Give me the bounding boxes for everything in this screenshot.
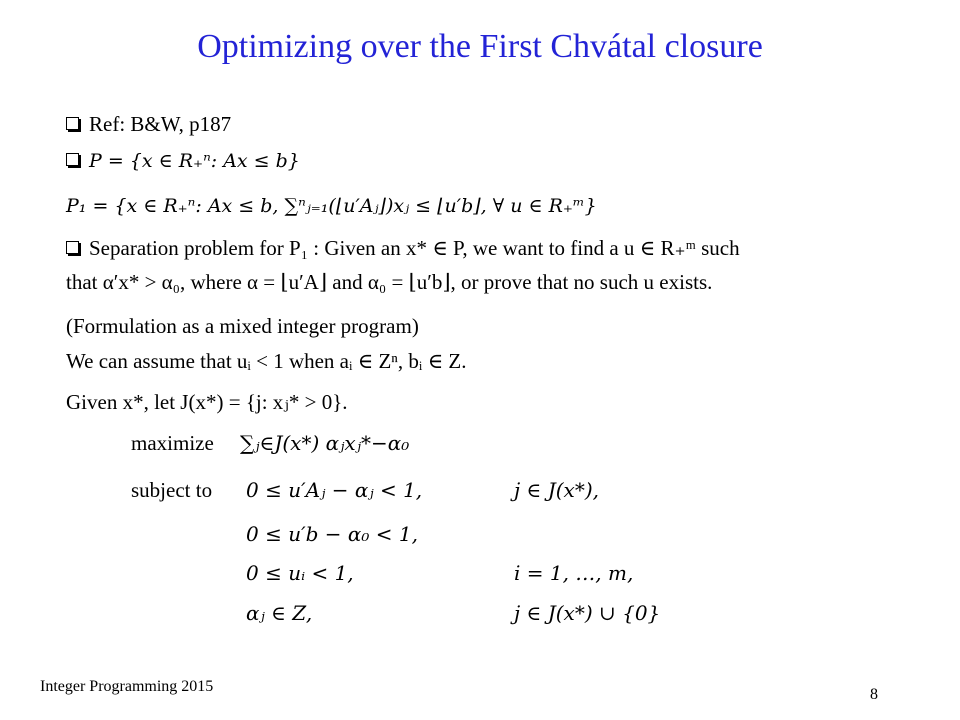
closure-definition-line [66,192,597,219]
subject-to-label: subject to [131,478,213,502]
constraint-expression: 0 ≤ u′Aⱼ − αⱼ < 1, [246,478,423,502]
given-text: Given x*, let J(x*) = {j: xⱼ* > 0}. [66,390,348,414]
assumption-row [66,348,466,374]
maximize-label: maximize [131,431,214,455]
polyhedron-definition: P = {x ∈ R₊ⁿ: Ax ≤ b} [89,150,300,172]
separation-line-2-row [66,269,712,295]
separation-line-1: Separation problem for P₁ : Given an x* ∈ P, we want to find a u ∈ R₊ᵐ such [89,236,740,260]
reference-text: Ref: B&W, p187 [89,112,232,136]
constraint-expression: αⱼ ∈ Z, [246,601,313,625]
constraint-index: j ∈ J(x*) ∪ {0} [514,601,661,625]
formulation-note-row [66,313,419,339]
constraint-expression: 0 ≤ uᵢ < 1, [246,561,354,585]
checkbox-bullet-icon [66,153,79,166]
bullet-polyhedron [66,147,300,174]
slide-title: Optimizing over the First Chvátal closure [197,28,763,65]
page-number: 8 [870,686,878,703]
constraint-expression: 0 ≤ u′b − α₀ < 1, [246,522,418,546]
checkbox-bullet-icon [66,241,79,254]
separation-line-2: that α′x* > α₀, where α = ⌊u′A⌋ and α₀ = ⌊u′b⌋, or prove that no such u exists. [66,270,713,294]
checkbox-bullet-icon [66,117,79,130]
assumption-text: We can assume that uᵢ < 1 when aᵢ ∈ Zⁿ, bᵢ ∈ Z. [66,349,467,373]
bullet-separation [66,235,740,261]
formulation-note: (Formulation as a mixed integer program) [66,314,419,338]
objective-expression: ∑ⱼ∈J(x*) αⱼxⱼ*−α₀ [240,431,410,455]
constraint-index: j ∈ J(x*), [514,478,599,502]
bullet-reference [66,111,231,137]
footer-course: Integer Programming 2015 [40,678,214,695]
closure-definition: P₁ = {x ∈ R₊ⁿ: Ax ≤ b, ∑ⁿⱼ₌₁(⌊u′Aⱼ⌋)xⱼ ≤ ⌊u′b⌋, ∀ u ∈ R₊ᵐ} [66,195,597,217]
given-row [66,389,348,415]
constraint-index: i = 1, …, m, [514,561,634,585]
